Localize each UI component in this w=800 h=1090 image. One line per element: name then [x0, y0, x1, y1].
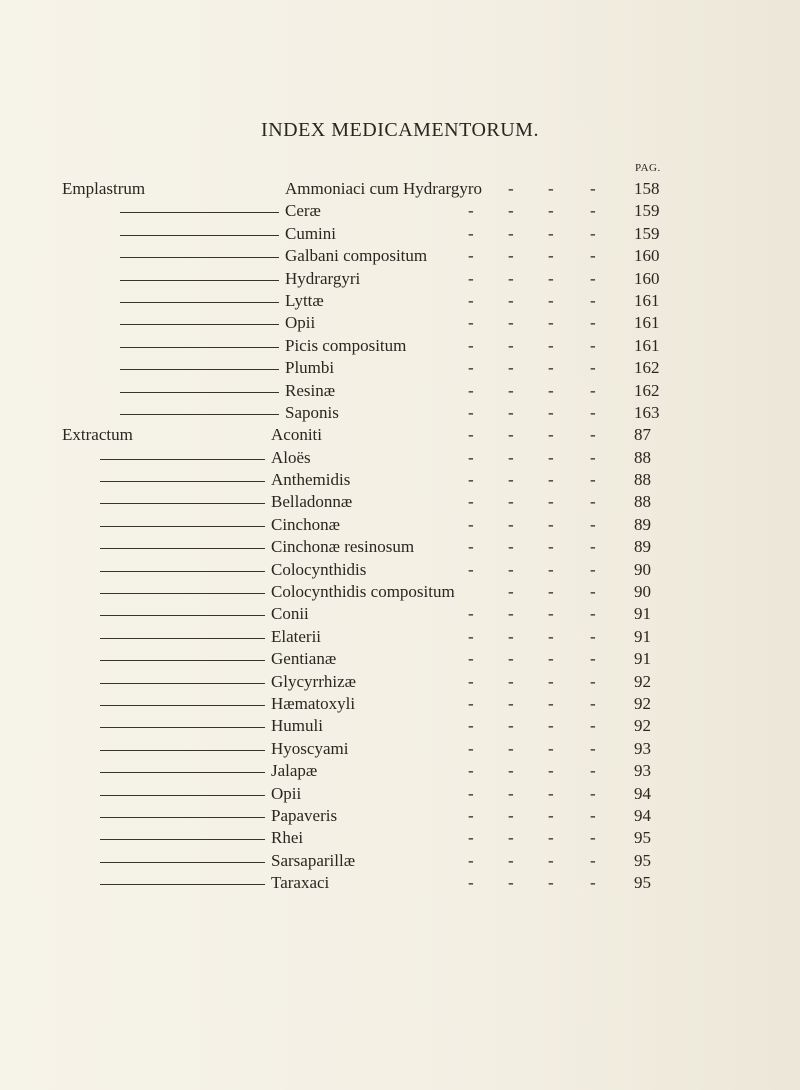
leader-dash: - — [508, 671, 514, 691]
page-number: 91 — [634, 626, 651, 646]
entry-name: Colocynthidis compositum — [271, 582, 455, 602]
entry-heading: Emplastrum — [62, 179, 146, 198]
leader-dash: - — [508, 246, 514, 266]
page-number: 91 — [634, 649, 651, 669]
entry-name: Galbani compositum — [285, 246, 428, 266]
leader-dash: - — [590, 179, 596, 198]
entry-name: Humuli — [271, 716, 323, 736]
leader-dash: - — [590, 626, 596, 646]
entry-name: Plumbi — [285, 358, 335, 378]
leader-dash: - — [548, 470, 554, 490]
leader-dash: - — [548, 246, 554, 266]
entry-name: Aloës — [271, 447, 311, 467]
index-entries — [0, 178, 800, 895]
leader-dash: - — [590, 671, 596, 691]
entry-name: Hyoscyami — [271, 738, 349, 758]
leader-dash: - — [508, 805, 514, 825]
ditto-rule — [100, 795, 265, 796]
ditto-rule — [100, 839, 265, 840]
leader-dash: - — [548, 738, 554, 758]
page-title: INDEX MEDICAMENTORUM. — [261, 119, 539, 141]
leader-dash: - — [508, 313, 514, 333]
index-entry — [0, 738, 800, 760]
ditto-rule — [100, 459, 265, 460]
leader-dash: - — [548, 582, 554, 602]
leader-dash: - — [548, 268, 554, 288]
leader-dash: - — [508, 604, 514, 624]
leader-dash: - — [590, 402, 596, 422]
leader-dash: - — [508, 223, 514, 243]
index-entry — [0, 402, 800, 424]
entry-name: Colocynthidis — [271, 559, 367, 579]
leader-dash: - — [590, 380, 596, 400]
ditto-rule — [120, 302, 279, 303]
leader-dash: - — [468, 559, 474, 579]
entry-name: Saponis — [285, 402, 339, 422]
page-number: 93 — [634, 761, 651, 781]
leader-dash: - — [548, 671, 554, 691]
leader-dash: - — [548, 649, 554, 669]
leader-dash: - — [508, 514, 514, 534]
index-entry — [0, 648, 800, 670]
index-entry — [0, 491, 800, 513]
ditto-rule — [100, 772, 265, 773]
entry-name: Opii — [285, 313, 316, 333]
page-number: 162 — [634, 380, 660, 400]
leader-dash: - — [590, 649, 596, 669]
leader-dash: - — [468, 246, 474, 266]
entry-name: Conii — [271, 604, 309, 624]
index-entry — [0, 693, 800, 715]
leader-dash: - — [468, 604, 474, 624]
ditto-rule — [100, 571, 265, 572]
entry-name: Sarsaparillæ — [271, 850, 356, 870]
entry-name: Gentianæ — [271, 649, 337, 669]
leader-dash: - — [590, 537, 596, 557]
leader-dash: - — [590, 716, 596, 736]
ditto-rule — [120, 414, 279, 415]
leader-dash: - — [590, 447, 596, 467]
leader-dash: - — [508, 335, 514, 355]
leader-dash: - — [548, 223, 554, 243]
page-number: 88 — [634, 447, 651, 467]
leader-dash: - — [468, 268, 474, 288]
leader-dash: - — [548, 380, 554, 400]
leader-dash: - — [508, 402, 514, 422]
page-number: 160 — [634, 246, 660, 266]
leader-dash: - — [508, 761, 514, 781]
page-number: 161 — [634, 290, 660, 310]
leader-dash: - — [590, 559, 596, 579]
ditto-rule — [120, 235, 279, 236]
entry-name: Taraxaci — [271, 873, 330, 893]
page-number: 159 — [634, 223, 660, 243]
page-column-label: PAG. — [635, 162, 661, 174]
entry-name: Anthemidis — [271, 470, 351, 490]
leader-dash: - — [468, 761, 474, 781]
leader-dash: - — [468, 783, 474, 803]
page-number: 161 — [634, 313, 660, 333]
ditto-rule — [100, 548, 265, 549]
leader-dash: - — [508, 693, 514, 713]
leader-dash: - — [508, 470, 514, 490]
entry-name: Ammoniaci cum Hydrargyro — [285, 179, 483, 198]
entry-heading: Extractum — [62, 425, 133, 445]
leader-dash: - — [468, 358, 474, 378]
page-number: 90 — [634, 559, 651, 579]
leader-dash: - — [468, 671, 474, 691]
ditto-rule — [100, 862, 265, 863]
entry-name: Lyttæ — [285, 290, 324, 310]
leader-dash: - — [590, 693, 596, 713]
leader-dash: - — [508, 201, 514, 221]
page-number: 87 — [634, 425, 651, 445]
leader-dash: - — [548, 716, 554, 736]
ditto-rule — [120, 347, 279, 348]
leader-dash: - — [508, 649, 514, 669]
leader-dash: - — [508, 447, 514, 467]
entry-name: Hæmatoxyli — [271, 693, 356, 713]
leader-dash: - — [468, 805, 474, 825]
leader-dash: - — [548, 850, 554, 870]
index-entry — [0, 872, 800, 894]
leader-dash: - — [548, 358, 554, 378]
leader-dash: - — [468, 850, 474, 870]
page-number: 95 — [634, 828, 651, 848]
index-entry — [0, 469, 800, 491]
index-entry — [0, 671, 800, 693]
leader-dash: - — [468, 470, 474, 490]
page-number: 94 — [634, 805, 651, 825]
leader-dash: - — [590, 783, 596, 803]
leader-dash: - — [508, 850, 514, 870]
page-number: 95 — [634, 850, 651, 870]
leader-dash: - — [508, 425, 514, 445]
leader-dash: - — [468, 738, 474, 758]
leader-dash: - — [548, 604, 554, 624]
ditto-rule — [100, 683, 265, 684]
ditto-rule — [120, 369, 279, 370]
leader-dash: - — [468, 537, 474, 557]
page-number: 158 — [634, 179, 660, 198]
index-entry — [0, 603, 800, 625]
page-number: 92 — [634, 693, 651, 713]
leader-dash: - — [468, 313, 474, 333]
leader-dash: - — [508, 873, 514, 893]
index-entry — [0, 245, 800, 267]
page-number: 92 — [634, 716, 651, 736]
ditto-rule — [120, 280, 279, 281]
leader-dash: - — [590, 335, 596, 355]
entry-name: Glycyrrhizæ — [271, 671, 356, 691]
leader-dash: - — [508, 268, 514, 288]
page-number: 161 — [634, 335, 660, 355]
leader-dash: - — [508, 738, 514, 758]
page-number: 88 — [634, 492, 651, 512]
index-entry — [0, 380, 800, 402]
leader-dash: - — [508, 358, 514, 378]
entry-name: Cinchonæ — [271, 514, 340, 534]
leader-dash: - — [548, 873, 554, 893]
index-entry — [0, 581, 800, 603]
leader-dash: - — [590, 514, 596, 534]
leader-dash: - — [548, 201, 554, 221]
ditto-rule — [120, 257, 279, 258]
leader-dash: - — [548, 514, 554, 534]
ditto-rule — [100, 817, 265, 818]
leader-dash: - — [468, 290, 474, 310]
index-entry — [0, 424, 800, 446]
index-entry — [0, 178, 800, 200]
entry-name: Cinchonæ resinosum — [271, 537, 415, 557]
leader-dash: - — [548, 290, 554, 310]
leader-dash: - — [590, 425, 596, 445]
leader-dash: - — [468, 402, 474, 422]
leader-dash: - — [590, 805, 596, 825]
leader-dash: - — [548, 805, 554, 825]
leader-dash: - — [508, 537, 514, 557]
ditto-rule — [100, 705, 265, 706]
index-entry — [0, 447, 800, 469]
leader-dash: - — [548, 335, 554, 355]
entry-name: Rhei — [271, 828, 304, 848]
index-entry — [0, 268, 800, 290]
page-number: 89 — [634, 514, 651, 534]
leader-dash: - — [508, 582, 514, 602]
index-entry — [0, 514, 800, 536]
index-entry — [0, 335, 800, 357]
leader-dash: - — [468, 873, 474, 893]
leader-dash: - — [590, 223, 596, 243]
page-number: 163 — [634, 402, 660, 422]
leader-dash: - — [590, 290, 596, 310]
leader-dash: - — [508, 716, 514, 736]
entry-name: Opii — [271, 783, 302, 803]
leader-dash: - — [508, 828, 514, 848]
leader-dash: - — [508, 290, 514, 310]
leader-dash: - — [590, 828, 596, 848]
index-entry — [0, 715, 800, 737]
entry-name: Elaterii — [271, 626, 322, 646]
ditto-rule — [100, 481, 265, 482]
leader-dash: - — [590, 738, 596, 758]
leader-dash: - — [468, 716, 474, 736]
leader-dash: - — [468, 335, 474, 355]
index-entry — [0, 290, 800, 312]
leader-dash: - — [590, 492, 596, 512]
leader-dash: - — [548, 783, 554, 803]
leader-dash: - — [468, 447, 474, 467]
index-entry — [0, 827, 800, 849]
leader-dash: - — [508, 492, 514, 512]
leader-dash: - — [590, 761, 596, 781]
page-number: 92 — [634, 671, 651, 691]
leader-dash: - — [468, 626, 474, 646]
index-entry — [0, 536, 800, 558]
leader-dash: - — [548, 447, 554, 467]
entry-name: Picis compositum — [285, 335, 407, 355]
ditto-rule — [120, 212, 279, 213]
leader-dash: - — [590, 201, 596, 221]
index-entry — [0, 200, 800, 222]
entry-name: Belladonnæ — [271, 492, 353, 512]
ditto-rule — [100, 884, 265, 885]
leader-dash: - — [468, 201, 474, 221]
ditto-rule — [100, 615, 265, 616]
page-number: 162 — [634, 358, 660, 378]
page-number: 95 — [634, 873, 651, 893]
leader-dash: - — [468, 828, 474, 848]
leader-dash: - — [548, 537, 554, 557]
ditto-rule — [100, 503, 265, 504]
index-entry — [0, 312, 800, 334]
entry-name: Jalapæ — [271, 761, 318, 781]
leader-dash: - — [590, 358, 596, 378]
leader-dash: - — [548, 693, 554, 713]
ditto-rule — [100, 660, 265, 661]
leader-dash: - — [508, 626, 514, 646]
entry-name: Aconiti — [271, 425, 322, 445]
index-entry — [0, 559, 800, 581]
leader-dash: - — [468, 223, 474, 243]
entry-name: Papaveris — [271, 805, 338, 825]
leader-dash: - — [590, 850, 596, 870]
index-entry — [0, 626, 800, 648]
leader-dash: - — [468, 380, 474, 400]
page-number: 89 — [634, 537, 651, 557]
leader-dash: - — [590, 268, 596, 288]
ditto-rule — [100, 526, 265, 527]
entry-name: Hydrargyri — [285, 268, 361, 288]
ditto-rule — [100, 727, 265, 728]
leader-dash: - — [468, 492, 474, 512]
page-number: 94 — [634, 783, 651, 803]
page-number: 91 — [634, 604, 651, 624]
leader-dash: - — [548, 179, 554, 198]
leader-dash: - — [468, 514, 474, 534]
ditto-rule — [100, 750, 265, 751]
ditto-rule — [100, 593, 265, 594]
index-entry — [0, 760, 800, 782]
index-entry — [0, 850, 800, 872]
leader-dash: - — [548, 425, 554, 445]
entry-name: Resinæ — [285, 380, 336, 400]
leader-dash: - — [590, 313, 596, 333]
leader-dash: - — [548, 492, 554, 512]
entry-name: Ceræ — [285, 201, 321, 221]
ditto-rule — [120, 324, 279, 325]
page-number: 159 — [634, 201, 660, 221]
leader-dash: - — [548, 559, 554, 579]
leader-dash: - — [468, 425, 474, 445]
leader-dash: - — [590, 873, 596, 893]
index-entry — [0, 783, 800, 805]
leader-dash: - — [548, 402, 554, 422]
page-number: 88 — [634, 470, 651, 490]
index-entry — [0, 223, 800, 245]
ditto-rule — [120, 392, 279, 393]
leader-dash: - — [468, 693, 474, 713]
leader-dash: - — [590, 582, 596, 602]
page-number: 90 — [634, 582, 651, 602]
index-entry — [0, 357, 800, 379]
leader-dash: - — [508, 179, 514, 198]
leader-dash: - — [590, 604, 596, 624]
leader-dash: - — [548, 313, 554, 333]
leader-dash: - — [508, 783, 514, 803]
leader-dash: - — [508, 559, 514, 579]
ditto-rule — [100, 638, 265, 639]
leader-dash: - — [548, 828, 554, 848]
entry-name: Cumini — [285, 223, 337, 243]
page-number: 93 — [634, 738, 651, 758]
page-number: 160 — [634, 268, 660, 288]
leader-dash: - — [548, 626, 554, 646]
index-entry — [0, 805, 800, 827]
leader-dash: - — [590, 246, 596, 266]
leader-dash: - — [508, 380, 514, 400]
leader-dash: - — [548, 761, 554, 781]
leader-dash: - — [468, 649, 474, 669]
leader-dash: - — [590, 470, 596, 490]
